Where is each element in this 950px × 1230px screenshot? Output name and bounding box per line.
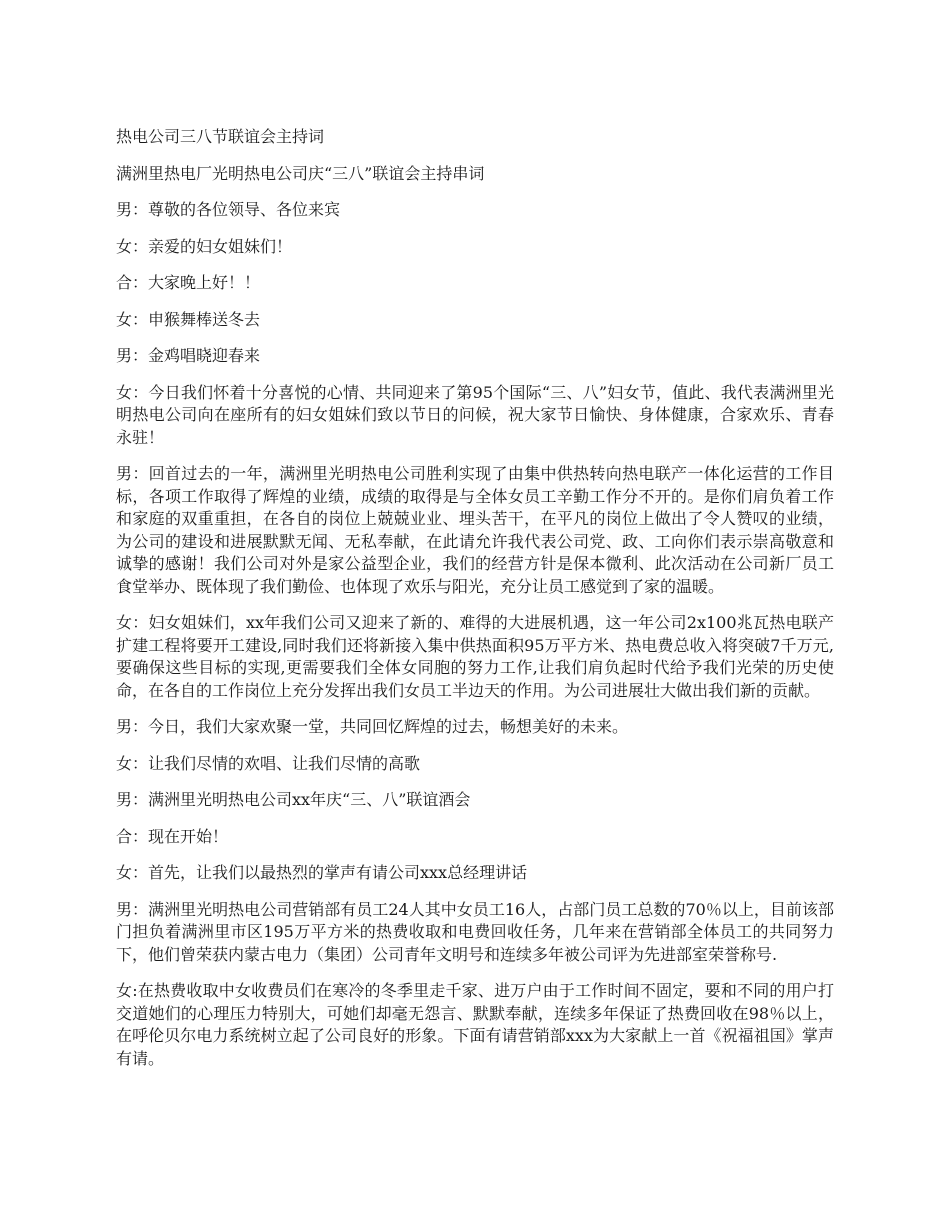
paragraph: 男：今日，我们大家欢聚一堂，共同回忆辉煌的过去，畅想美好的未来。: [116, 717, 629, 736]
paragraph: 男：金鸡唱晓迎春来: [116, 346, 261, 365]
paragraph: 女：妇女姐妹们，xx年我们公司又迎来了新的、难得的大进展机遇，这一年公司2x100兆瓦热电联产扩建工程将要开工建设,同时我们还将新接入集中供热面积95万平方米、热电费总收入将突破7千万元,要确保这些目标的实现,更需要我们全体女同胞的努力工作,让我们肩负起时代给予我们光荣的历史使命，在各自的工作岗位上充分发挥出我们女员工半边天的作用。为公司进展壮大做出我们新的贡献。: [116, 613, 834, 700]
paragraph: 女：让我们尽情的欢唱、让我们尽情的高歌: [116, 753, 421, 773]
paragraph: 女：申猴舞棒送冬去: [116, 309, 261, 329]
paragraph: 合：现在开始！: [116, 826, 229, 846]
paragraph: 男：尊敬的各位领导、各位来宾: [116, 200, 341, 219]
paragraph: 女：亲爱的妇女姐妹们！: [116, 236, 293, 256]
paragraph: 男：满洲里光明热电公司xx年庆“三、八”联谊酒会: [116, 790, 471, 809]
paragraph: 女：首先，让我们以最热烈的掌声有请公司xxx总经理讲话: [116, 863, 528, 882]
document-title: 热电公司三八节联谊会主持词: [116, 127, 325, 146]
document-body: [116, 126, 834, 1084]
paragraph: 男：回首过去的一年，满洲里光明热电公司胜利实现了由集中供热转向热电联产一体化运营的工作目标，各项工作取得了辉煌的业绩，成绩的取得是与全体女员工辛勤工作分不开的。是你们肩负着工作和家庭的双重重担，在各自的岗位上兢兢业业、埋头苦干，在平凡的岗位上做出了令人赞叹的业绩，为公司的建设和进展默默无闻、无私奉献，在此请允许我代表公司党、政、工向你们表示崇高敬意和诚挚的感谢！我们公司对外是家公益型企业，我们的经营方针是保本微利、此次活动在公司新厂员工食堂举办、既体现了我们勤俭、也体现了欢乐与阳光，充分让员工感觉到了家的温暖。: [116, 464, 834, 596]
paragraph: 男：满洲里光明热电公司营销部有员工24人其中女员工16人，占部门员工总数的70％以上，目前该部门担负着满洲里市区195万平方米的热费收取和电费回收任务，几年来在营销部全体员工的共同努力下，他们曾荣获内蒙古电力（集团）公司青年文明号和连续多年被公司评为先进部室荣誉称号.: [116, 899, 834, 964]
paragraph: 女:在热费收取中女收费员们在寒冷的冬季里走千家、进万户由于工作时间不固定，要和不同的用户打交道她们的心理压力特别大，可她们却毫无怨言、默默奉献，连续多年保证了热费回收在98％以上，在呼伦贝尔电力系统树立起了公司良好的形象。下面有请营销部xxx为大家献上一首《祝福祖国》掌声有请。: [116, 981, 834, 1068]
paragraph: 女：今日我们怀着十分喜悦的心情、共同迎来了第95个国际“三、八”妇女节，值此、我代表满洲里光明热电公司向在座所有的妇女姐妹们致以节日的问候，祝大家节日愉快、身体健康，合家欢乐、青春永驻！: [116, 382, 834, 447]
paragraph: 合：大家晚上好！！: [116, 273, 261, 292]
paragraph-subtitle: 满洲里热电厂光明热电公司庆“三八”联谊会主持串词: [116, 163, 485, 183]
